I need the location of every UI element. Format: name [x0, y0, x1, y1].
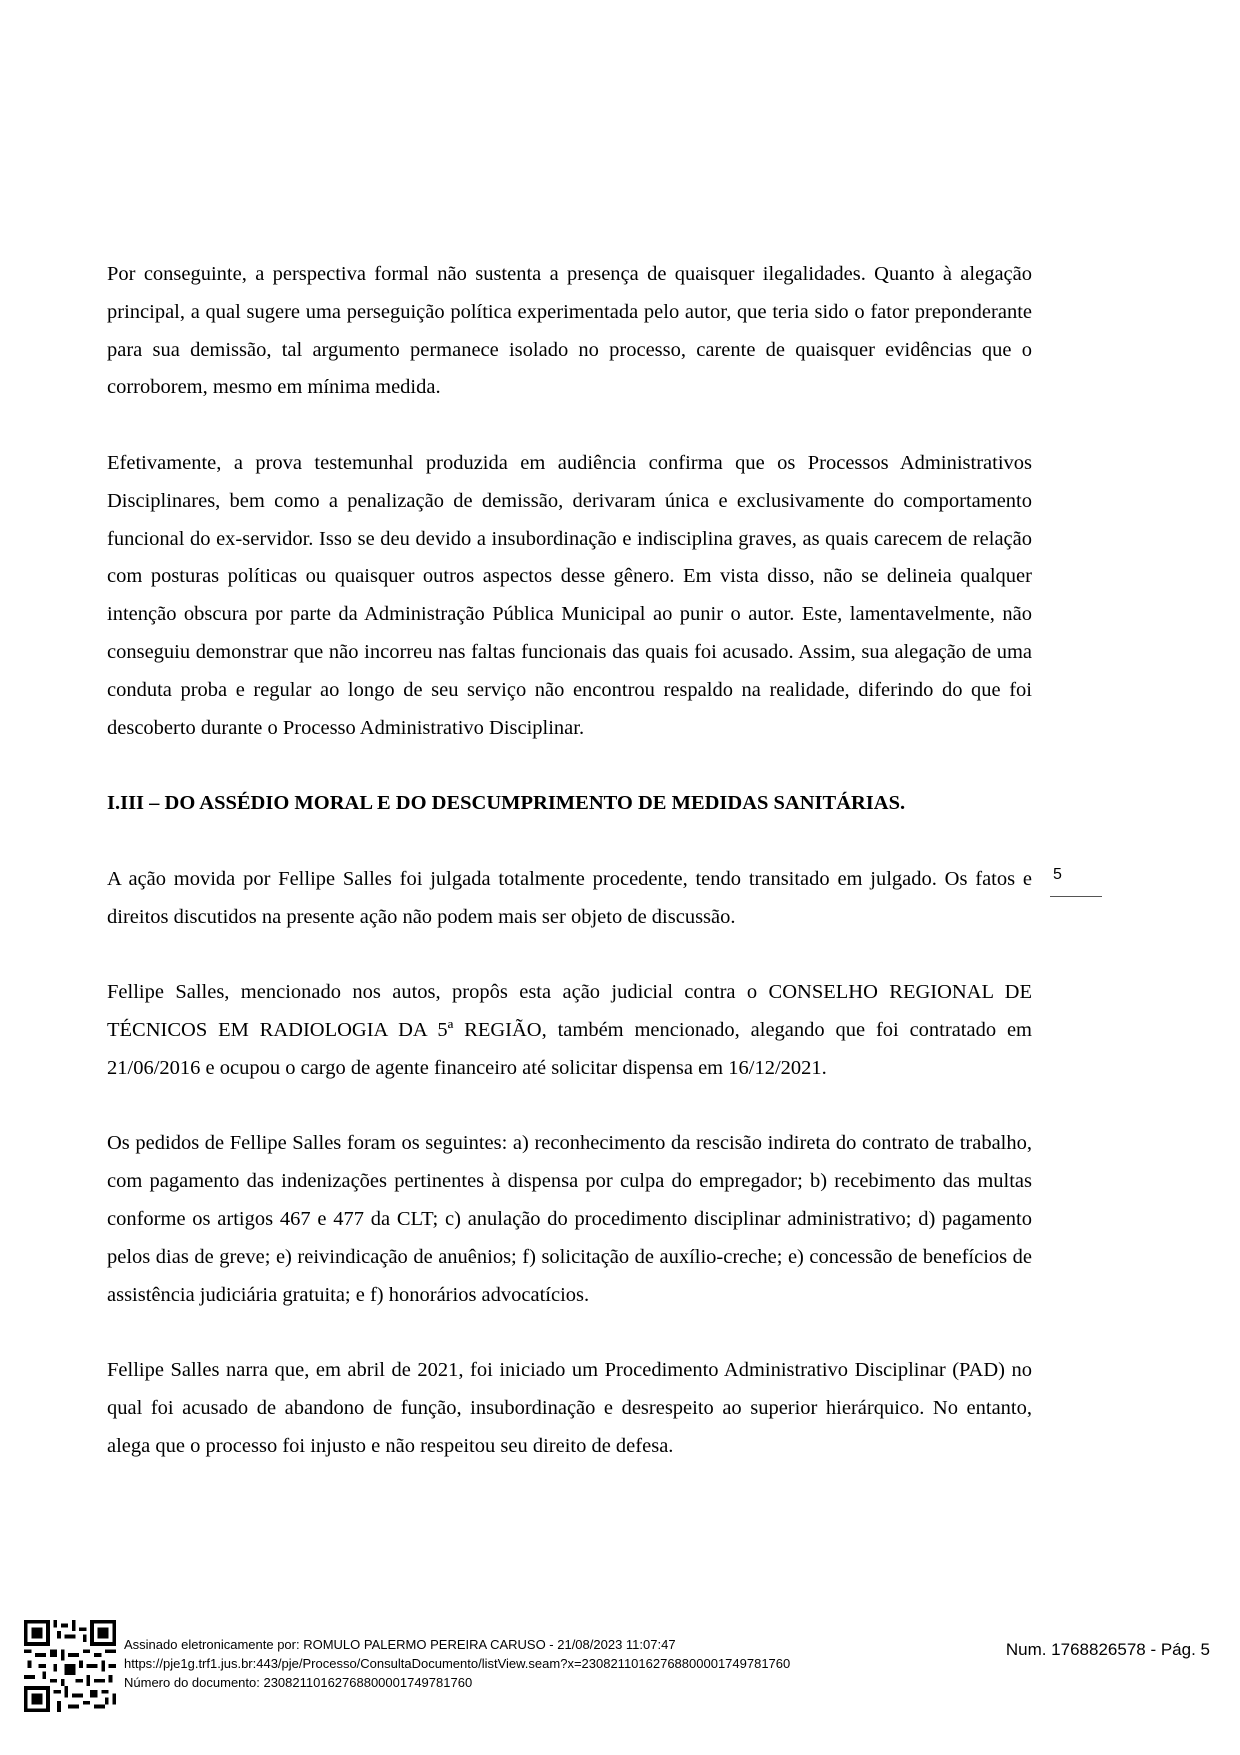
paragraph: A ação movida por Fellipe Salles foi julgada totalmente procedente, tendo transitado em julgado. Os fatos e direitos discutidos na presente ação não podem mais ser objeto de discussão. — [107, 867, 1032, 928]
paragraph: Fellipe Salles narra que, em abril de 2021, foi iniciado um Procedimento Administrativo Disciplinar (PAD) no qual foi acusado de abandono de função, insubordinação e desrespeito ao superior hierárquico. No entanto, alega que o processo foi injusto e não respeitou seu direito de defesa. — [107, 1359, 1032, 1457]
document-id: Num. 1768826578 - Pág. 5 — [1005, 1640, 1210, 1659]
paragraph: Por conseguinte, a perspectiva formal não sustenta a presença de quaisquer ilegalidades. Quanto à alegação principal, a qual sugere uma perseguição política experimentada pelo autor, que teria sido o fator preponderante para sua demissão, tal argumento permanece isolado no processo, carente de quaisquer evidências que o corroborem, mesmo em mínima medida. — [107, 263, 1032, 399]
paragraph: Efetivamente, a prova testemunhal produzida em audiência confirma que os Processos Administrativos Disciplinares, bem como a penalização de demissão, derivaram única e exclusivamente do comportamento funcional do ex-servidor. Isso se deu devido a insubordinação e indisciplina graves, as quais carecem de relação com posturas políticas ou quaisquer outros aspectos desse gênero. Em vista disso, não se delineia qualquer intenção obscura por parte da Administração Pública Municipal ao punir o autor. Este, lamentavelmente, não conseguiu demonstrar que não incorreu nas faltas funcionais das quais foi acusado. Assim, sua alegação de uma conduta proba e regular ao longo de seu serviço não encontrou respaldo na realidade, diferindo do que foi descoberto durante o Processo Administrativo Disciplinar. — [107, 451, 1032, 739]
electronic-signature — [124, 1635, 790, 1692]
page-number-rule — [1050, 896, 1102, 897]
paragraph: Os pedidos de Fellipe Salles foram os seguintes: a) reconhecimento da rescisão indireta do contrato de trabalho, com pagamento das indenizações pertinentes à dispensa por culpa do empregador; b) recebimento das multas conforme os artigos 467 e 477 da CLT; c) anulação do procedimento disciplinar administrativo; d) pagamento pelos dias de greve; e) reivindicação de anuênios; f) solicitação de auxílio-creche; e) concessão de benefícios de assistência judiciária gratuita; e f) honorários advocatícios. — [107, 1132, 1032, 1306]
page-number: 5 — [1053, 866, 1062, 883]
signature-document-number: Número do documento: 23082110162768800001749781760 — [124, 1675, 473, 1690]
paragraph: Fellipe Salles, mencionado nos autos, propôs esta ação judicial contra o CONSELHO REGIONAL DE TÉCNICOS EM RADIOLOGIA DA 5ª REGIÃO, também mencionado, alegando que foi contratado em 21/06/2016 e ocupou o cargo de agente financeiro até solicitar dispensa em 16/12/2021. — [107, 981, 1032, 1079]
signature-signed-by: Assinado eletronicamente por: ROMULO PALERMO PEREIRA CARUSO - 21/08/2023 11:07:47 — [124, 1637, 676, 1652]
document-body — [107, 256, 1032, 1503]
qr-code-icon — [24, 1620, 116, 1712]
section-heading: I.III – DO ASSÉDIO MORAL E DO DESCUMPRIMENTO DE MEDIDAS SANITÁRIAS. — [107, 792, 906, 815]
signature-url: https://pje1g.trf1.jus.br:443/pje/Processo/ConsultaDocumento/listView.seam?x=23082110162768800001749781760 — [124, 1656, 791, 1671]
